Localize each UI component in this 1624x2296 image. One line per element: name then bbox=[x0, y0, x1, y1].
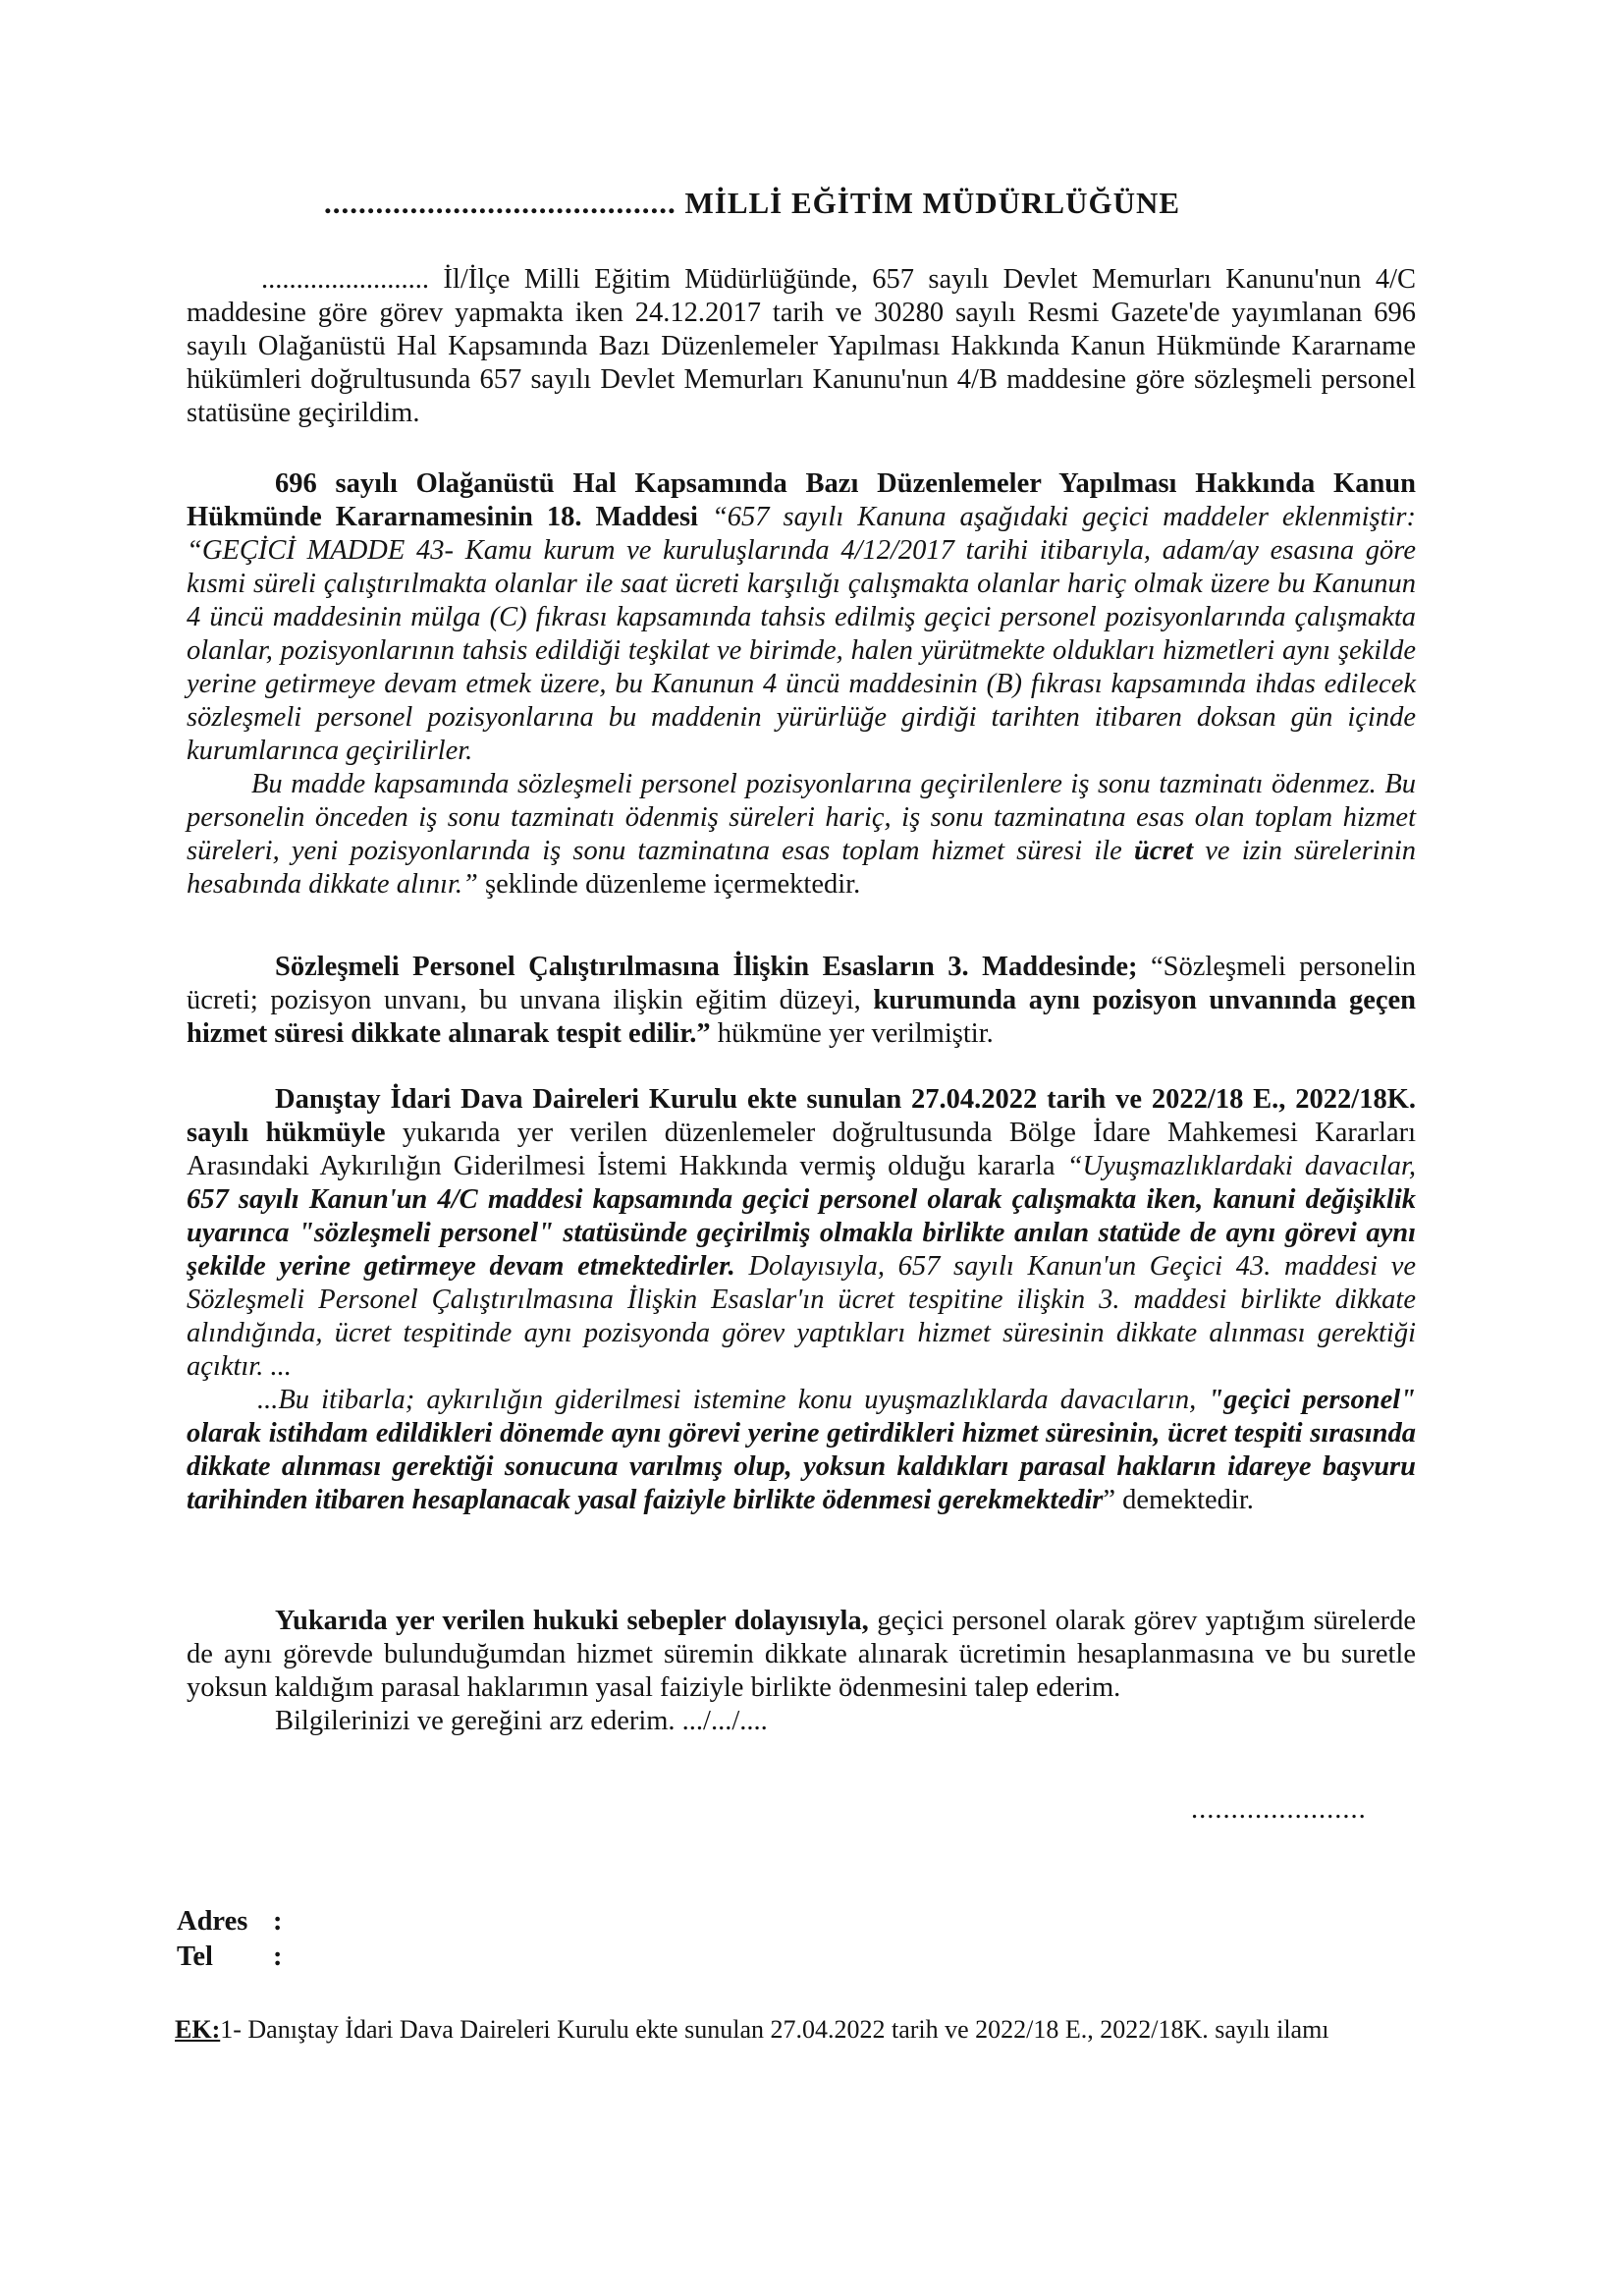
council-decision-text: yukarıda yer verilen düzenlemeler doğrultusunda Bölge İdare Mahkemesi Kararları Arasındaki Aykırılığın Giderilmesi İstemi Hakkında vermiş olduğu kararla bbox=[187, 1118, 1417, 1181]
paragraph-request bbox=[187, 1605, 1416, 1738]
phone-line bbox=[177, 1941, 283, 1974]
contract-rules-text: “Sözleşmeli personelin ücreti; pozisyon unvanı, bu unvana ilişkin eğitim düzeyi, bbox=[187, 952, 1417, 1015]
khk-article-heading: 696 sayılı Olağanüstü Hal Kapsamında Bazı Düzenlemeler Yapılması Hakkında Kanun Hükmünde Kararnamesinin 18. Maddesi bbox=[187, 468, 1416, 532]
request-heading: Yukarıda yer verilen hukuki sebepler dolayısıyla, bbox=[275, 1606, 869, 1636]
paragraph-contract-rules bbox=[187, 951, 1416, 1051]
council-decision-quote-cont: Dolayısıyla, 657 sayılı Kanun'un Geçici 43. maddesi ve Sözleşmeli Personel Çalıştırılmasına İlişkin Esaslar'ın ücret tespitine ilişkin 3. maddesi birlikte dikkate alındığında, ücret tespitinde aynı pozisyonda görev yaptıkları hizmet süresinin dikkate alınması gerektiği açıktır. ... bbox=[187, 1251, 1417, 1382]
contract-rules-heading: Sözleşmeli Personel Çalıştırılmasına İlişkin Esasların 3. Maddesinde; bbox=[275, 952, 1138, 982]
phone-label: Tel bbox=[177, 1941, 213, 1972]
council-decision-quote: “Uyuşmazlıklardaki davacılar, bbox=[1066, 1151, 1417, 1181]
contract-rules-tail: hükmüne yer verilmiştir. bbox=[717, 1018, 994, 1049]
intro-text: ........................ İl/İlçe Milli Eğitim Müdürlüğünde, 657 sayılı Devlet Memurları Kanunu'nun 4/C maddesine göre görev yapmakta iken 24.12.2017 tarih ve 30280 sayılı Resmi Gazete'de yayımlanan 696 sayılı Olağanüstü Hal Kapsamında Bazı Düzenlemeler Yapılması Hakkında Kanun Hükmünde Kararname hükümleri doğrultusunda 657 sayılı Devlet Memurları Kanunu'nun 4/B maddesine göre sözleşmeli personel statüsüne geçirildim. bbox=[187, 264, 1416, 428]
address-label: Adres bbox=[177, 1906, 248, 1937]
paragraph-intro bbox=[187, 263, 1416, 430]
paragraph-council-decision bbox=[187, 1083, 1416, 1517]
contract-rules-emphasis: kurumunda aynı pozisyon unvanında geçen hizmet süresi dikkate alınarak tespit edilir.” bbox=[187, 985, 1417, 1049]
khk-article-quote: “657 sayılı Kanuna aşağıdaki geçici maddeler eklenmiştir: “GEÇİCİ MADDE 43- Kamu kurum ve kuruluşlarında 4/12/2017 tarihi itibarıyla, adam/ay esasına göre kısmi süreli çalıştırılmakta olanlar ile saat ücreti karşılığı çalışmakta olanlar hariç olmak üzere bu Kanunun 4 üncü maddesinin mülga (C) fıkrası kapsamında tahsis edilmiş geçici personel pozisyonlarında çalışmakta olanlar, pozisyonlarının tahsis edildiği teşkilat ve birimde, halen yürütmekte oldukları hizmetleri aynı şekilde yerine getirmeye devam etmek üzere, bu Kanunun 4 üncü maddesinin (B) fıkrası kapsamında ihdas edilecek sözleşmeli personel pozisyonlarına bu maddenin yürürlüğe girdiği tarihten itibaren doksan gün içinde kurumlarınca geçirilirler. bbox=[187, 502, 1417, 766]
attachment-label: EK: bbox=[175, 2015, 221, 2044]
khk-article-tail: şeklinde düzenleme içermektedir. bbox=[484, 869, 861, 900]
address-separator: : bbox=[273, 1906, 283, 1937]
document-title: ......................................... MİLLİ EĞİTİM MÜDÜRLÜĞÜNE bbox=[324, 186, 1181, 220]
khk-article-quote-cont: Bu madde kapsamında sözleşmeli personel pozisyonlarına geçirilenlere iş sonu tazminatı ödenmez. Bu personelin önceden iş sonu tazminatı ödenmiş süreleri hariç, iş sonu tazminatına esas olan toplam hizmet süreleri, yeni pozisyonlarında iş sonu tazminatına esas toplam hizmet süresi ile bbox=[187, 769, 1416, 866]
address-line bbox=[177, 1905, 283, 1939]
council-decision-quote-2: ...Bu itibarla; aykırılığın giderilmesi istemine konu uyuşmazlıklarda davacıların, bbox=[257, 1385, 1197, 1415]
request-text: geçici personel olarak görev yaptığım sürelerde de aynı görevde bulunduğumdan hizmet süremin dikkate alınarak ücretimin hesaplanmasına ve bu suretle yoksun kaldığım parasal haklarımın yasal faiziyle birlikte ödenmesini talep ederim. bbox=[187, 1606, 1417, 1703]
phone-separator: : bbox=[273, 1941, 283, 1972]
council-decision-heading: Danıştay İdari Dava Daireleri Kurulu ekte sunulan 27.04.2022 tarih ve 2022/18 E., 2022/18K. sayılı hükmüyle bbox=[187, 1084, 1416, 1148]
attachment-note bbox=[175, 2013, 1404, 2046]
signature-placeholder: ...................... bbox=[1191, 1794, 1367, 1825]
khk-article-quote-end: ve izin sürelerinin hesabında dikkate alınır.” bbox=[187, 836, 1417, 900]
closing-line: Bilgilerinizi ve gereğini arz ederim. .../.../.... bbox=[275, 1706, 768, 1736]
council-decision-emphasis-2: "geçici personel" olarak istihdam edildikleri dönemde aynı görevi yerine getirdikleri hizmet süresinin, ücret tespiti sırasında dikkate alınması gerektiği sonucuna varılmış olup, yoksun kaldıkları parasal hakların idareye başvuru tarihinden itibaren hesaplanacak yasal faiziyle birlikte ödenmesi gerekmektedir bbox=[187, 1385, 1416, 1515]
attachment-text: 1- Danıştay İdari Dava Daireleri Kurulu ekte sunulan 27.04.2022 tarih ve 2022/18 E., 2022/18K. sayılı ilamı bbox=[220, 2015, 1329, 2044]
council-decision-tail: ” demektedir. bbox=[1103, 1485, 1254, 1515]
khk-article-emphasis: ücret bbox=[1133, 836, 1194, 866]
paragraph-khk-article bbox=[187, 467, 1416, 902]
council-decision-emphasis: 657 sayılı Kanun'un 4/C maddesi kapsamında geçici personel olarak çalışmakta iken, kanuni değişiklik uyarınca "sözleşmeli personel" statüsünde geçirilmiş olmakla birlikte anılan statüde de aynı görevi aynı şekilde yerine getirmeye devam etmektedirler. bbox=[187, 1184, 1416, 1282]
